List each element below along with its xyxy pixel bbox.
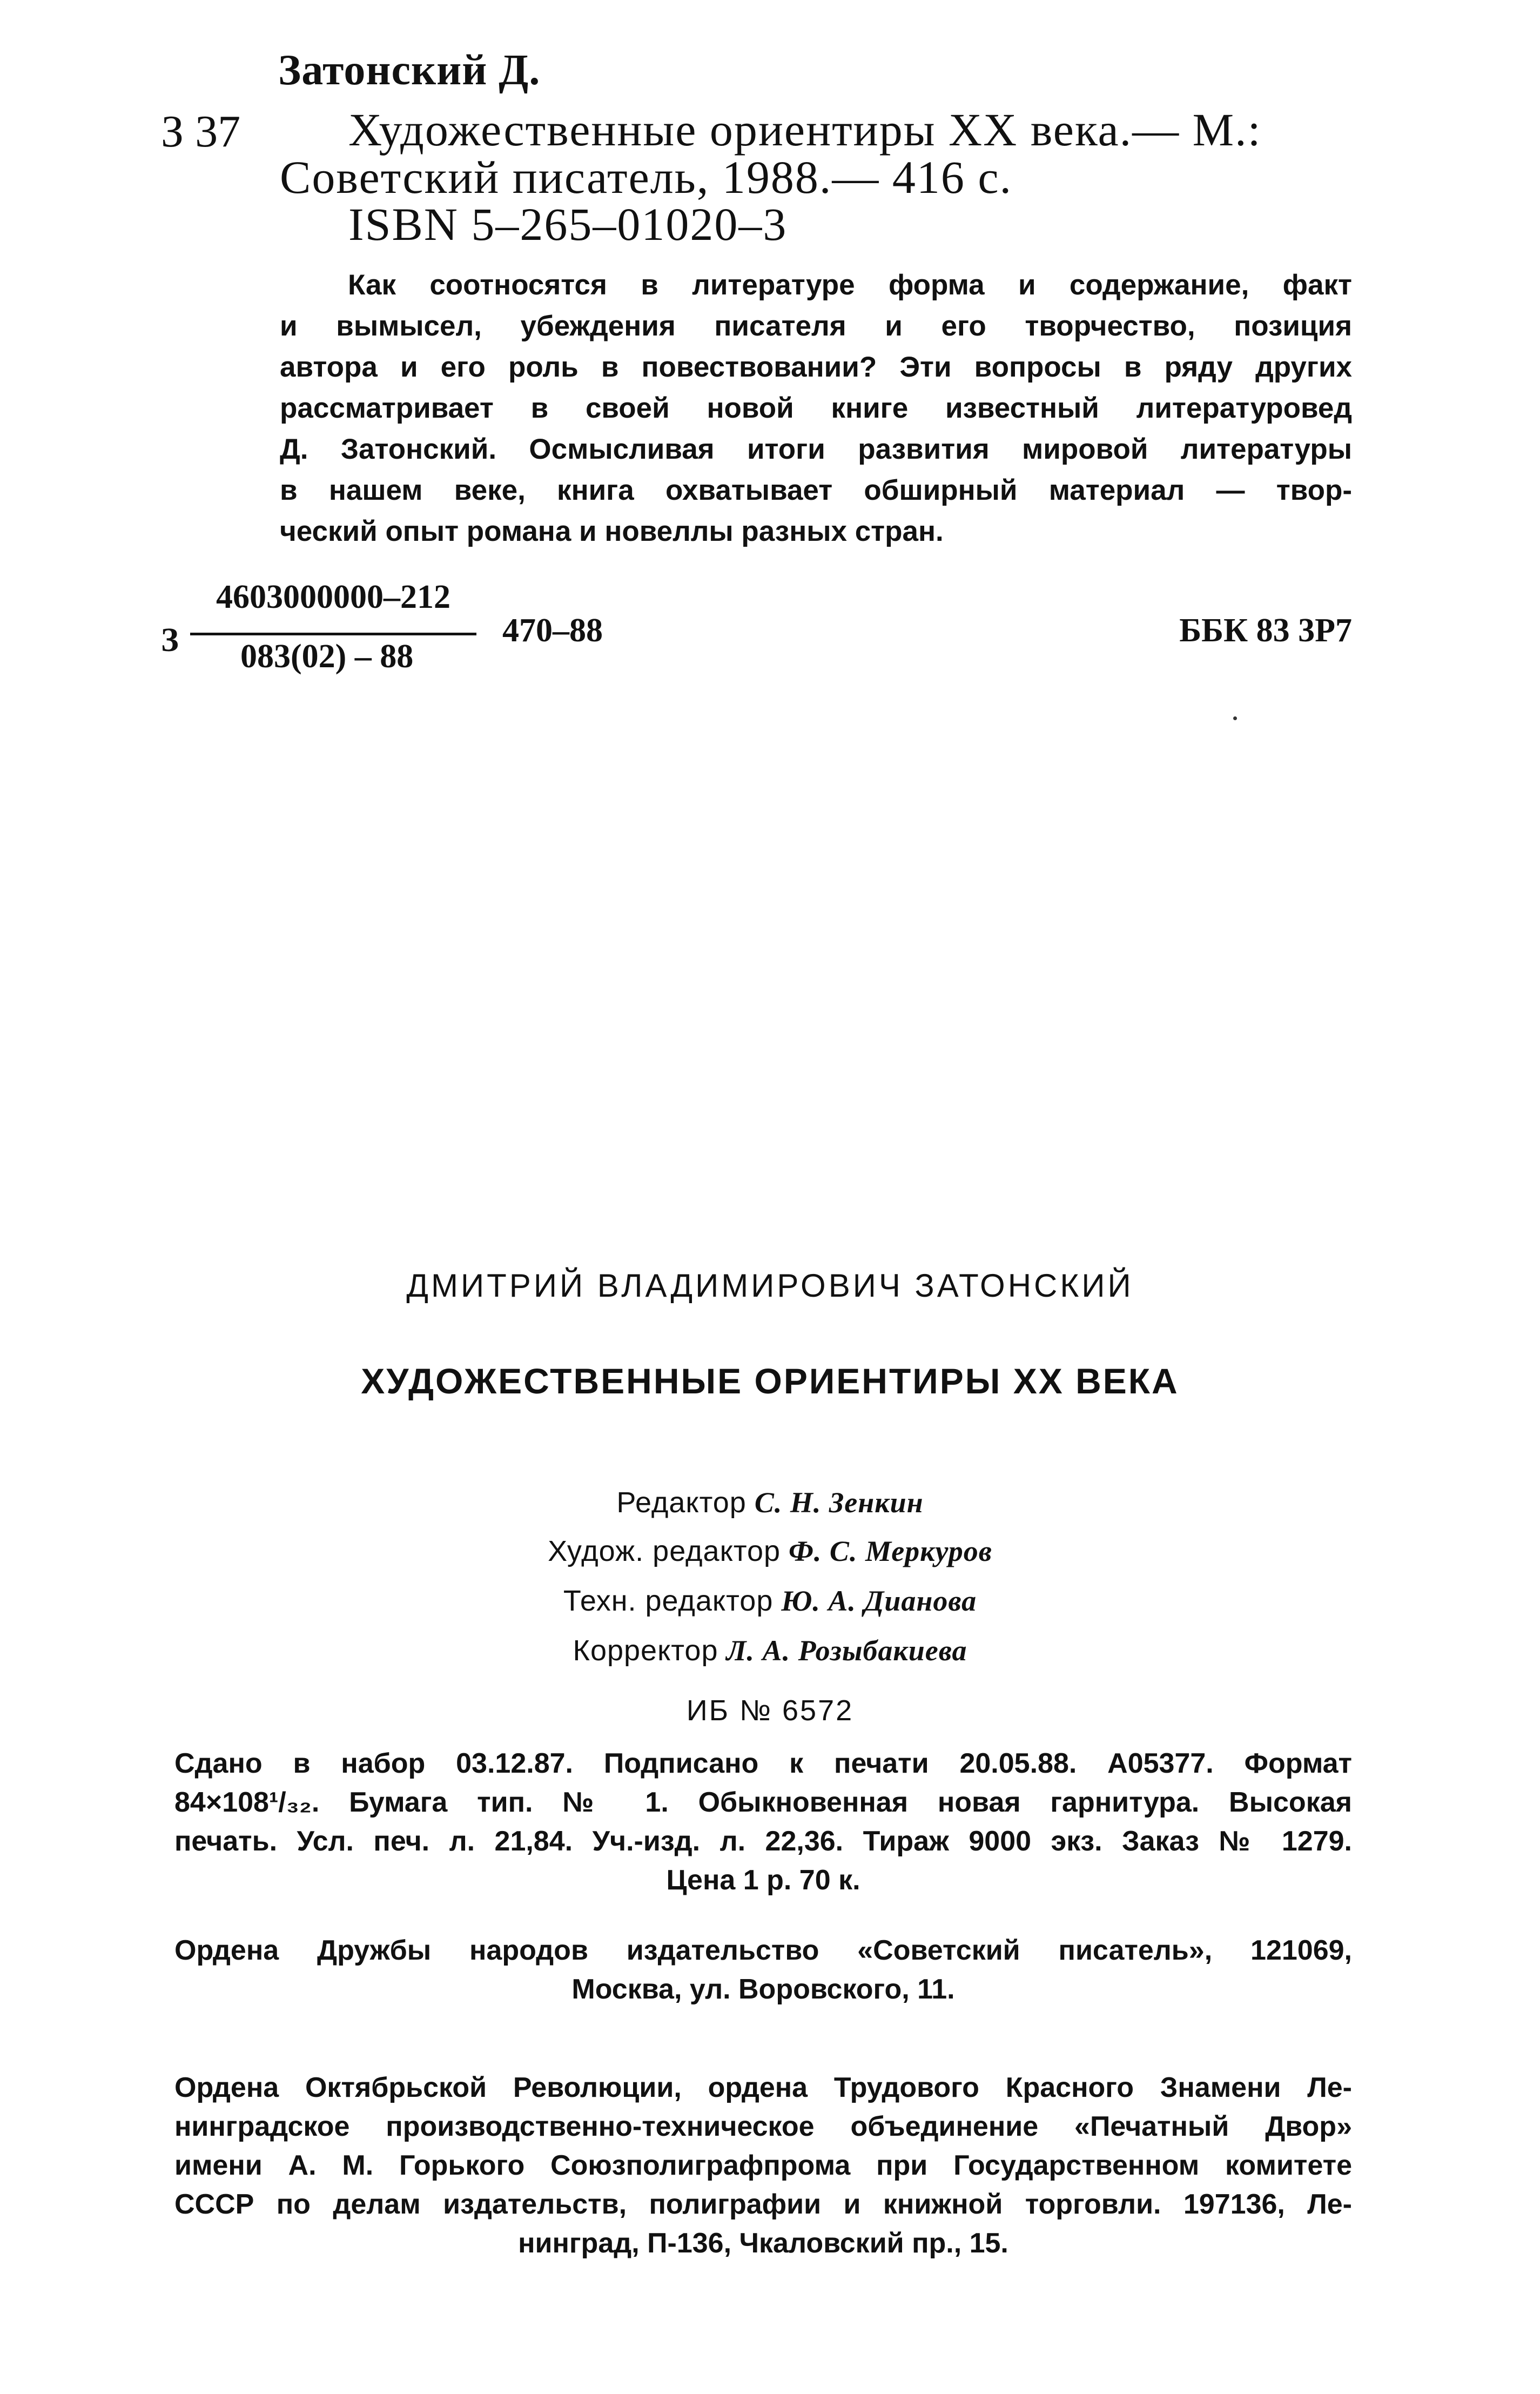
publisher-line: Ордена Дружбы народов издательство «Советский писатель», 121069, [174, 1935, 1352, 1966]
print-details-line: Сдано в набор 03.12.87. Подписано к печати 20.05.88. А05377. Формат [174, 1748, 1352, 1779]
print-speck [1233, 716, 1237, 720]
annotation-line: Как соотносятся в литературе форма и содержание, факт [348, 269, 1352, 301]
fraction-denominator: 083(02) – 88 [240, 638, 414, 675]
printer-line: СССР по делам издательств, полиграфии и книжной торговли. 197136, Ле- [174, 2189, 1352, 2220]
staff-line-art-editor [0, 1534, 1540, 1568]
print-details-line: печать. Усл. печ. л. 21,84. Уч.-изд. л. 22,36. Тираж 9000 экз. Заказ № 1279. [174, 1826, 1352, 1857]
staff-line-proofreader [0, 1634, 1540, 1667]
annotation-line: ческий опыт романа и новеллы разных стран. [280, 515, 944, 547]
annotation-line: рассматривает в своей новой книге известный литературовед [280, 392, 1352, 424]
publisher-line: Москва, ул. Воровского, 11. [571, 1974, 955, 2005]
fraction-tail-code: 470–88 [502, 612, 603, 649]
fraction-bar [190, 633, 476, 635]
fraction-numerator: 4603000000–212 [216, 579, 450, 615]
classification-code: З 37 [161, 106, 241, 157]
bbk-code: ББК 83 3Р7 [1179, 612, 1352, 649]
fraction-lead-letter: З [161, 622, 179, 659]
bibliographic-publisher-line: Советский писатель, 1988.— 416 с. [280, 151, 1013, 203]
annotation-line: в нашем веке, книга охватывает обширный материал — твор- [280, 474, 1352, 506]
printer-line: Ордена Октябрьской Революции, ордена Трудового Красного Знамени Ле- [174, 2072, 1352, 2103]
printer-line: нинградское производственно-техническое объединение «Печатный Двор» [174, 2111, 1352, 2142]
annotation-line: автора и его роль в повествовании? Эти вопросы в ряду других [280, 351, 1352, 383]
staff-role: Редактор [616, 1486, 747, 1519]
staff-person: Ф. С. Меркуров [789, 1535, 992, 1567]
print-details [174, 1744, 1352, 1900]
annotation-line: и вымысел, убеждения писателя и его творчество, позиция [280, 310, 1352, 342]
ib-number: ИБ № 6572 [686, 1694, 854, 1727]
staff-person: Ю. А. Дианова [781, 1585, 977, 1617]
staff-role: Корректор [573, 1634, 718, 1667]
bibliographic-title-line: Художественные ориентиры XX века.— М.: [348, 104, 1262, 156]
printer-line: нинград, П-136, Чкаловский пр., 15. [518, 2228, 1008, 2259]
annotation-line: Д. Затонский. Осмысливая итоги развития мировой литературы [280, 433, 1352, 465]
staff-role: Техн. редактор [563, 1585, 774, 1617]
price-line: Цена 1 р. 70 к. [666, 1865, 860, 1896]
print-details-line: 84×108¹/₃₂. Бумага тип. № 1. Обыкновенная новая гарнитура. Высокая [174, 1787, 1352, 1818]
staff-role: Худож. редактор [548, 1535, 781, 1567]
staff-person: С. Н. Зенкин [754, 1486, 924, 1519]
publisher-address [174, 1931, 1352, 2009]
author-heading: Затонский Д. [278, 46, 541, 94]
isbn-line: ISBN 5–265–01020–3 [348, 198, 788, 250]
staff-person: Л. А. Розыбакиева [726, 1634, 967, 1667]
imprint-book-title: ХУДОЖЕСТВЕННЫЕ ОРИЕНТИРЫ XX ВЕКА [361, 1361, 1179, 1401]
annotation-paragraph [280, 265, 1352, 552]
printer-address [174, 2068, 1352, 2263]
imprint-author-name: ДМИТРИЙ ВЛАДИМИРОВИЧ ЗАТОНСКИЙ [406, 1268, 1134, 1304]
printer-line: имени А. М. Горького Союзполиграфпрома при Государственном комитете [174, 2150, 1352, 2181]
staff-line-editor [0, 1486, 1540, 1519]
staff-line-tech-editor [0, 1584, 1540, 1618]
